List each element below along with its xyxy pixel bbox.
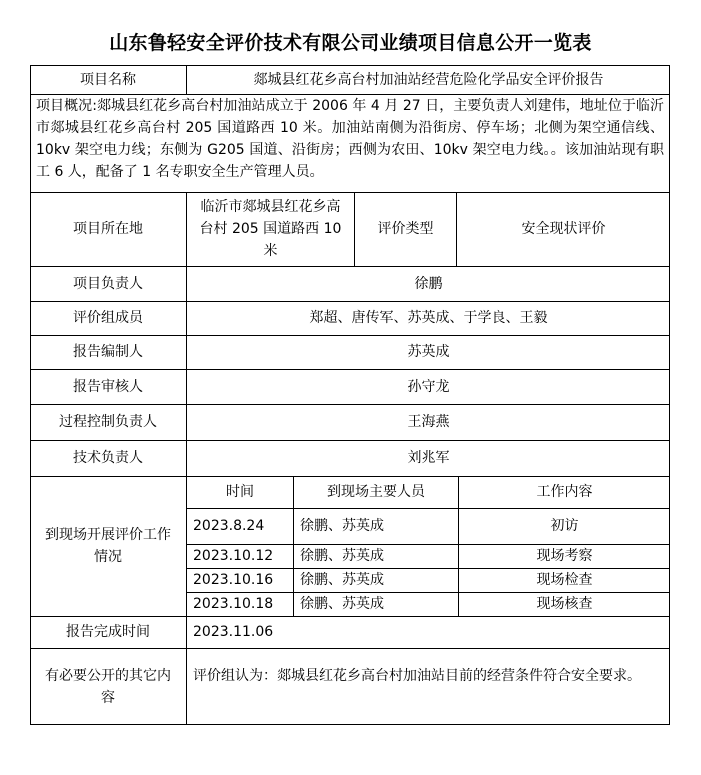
site-work-content: 现场核查	[536, 596, 593, 612]
reviewer-value: 孙守龙	[407, 378, 450, 395]
completion-label: 报告完成时间	[66, 624, 150, 640]
project-overview: 项目概况:郯城县红花乡高台村加油站成立于 2006 年 4 月 27 日，主要负责人刘建伟，地址位于临沂市郯城县红花乡高台村 205 国道路西 10 米。加油站南侧为沿街房、停车场；北侧为架空通信线、10kv 架空电力线；东侧为 G205 国道、沿街房；西侧为农田、10kv 架空电力线。。该加油站现有职工 6 人，配备了 1 名专职安全生产管理人员。	[36, 98, 664, 180]
reviewer-label: 报告审核人	[73, 378, 143, 395]
site-work-date: 2023.8.24	[193, 518, 265, 534]
completion-value: 2023.11.06	[193, 624, 274, 640]
process-control-value: 王海燕	[407, 414, 450, 430]
leader-label: 项目负责人	[73, 275, 143, 292]
site-work-date: 2023.10.12	[193, 548, 274, 564]
eval-type-label: 评价类型	[377, 221, 434, 237]
site-work-header-people: 到现场主要人员	[327, 484, 425, 500]
other-value: 评价组认为：郯城县红花乡高台村加油站目前的经营条件符合安全要求。	[193, 668, 641, 684]
site-work-people: 徐鹏、苏英成	[300, 518, 384, 534]
site-work-content: 现场考察	[536, 548, 593, 564]
site-work-date: 2023.10.18	[193, 596, 274, 612]
location-value: 临沂市郯城县红花乡高台村 205 国道路西 10 米	[199, 199, 342, 259]
project-name-value: 郯城县红花乡高台村加油站经营危险化学品安全评价报告	[253, 71, 604, 88]
site-work-people: 徐鹏、苏英成	[300, 548, 384, 564]
eval-type-value: 安全现状评价	[521, 221, 606, 237]
author-label: 报告编制人	[73, 344, 143, 360]
document-title: 山东鲁轻安全评价技术有限公司业绩项目信息公开一览表	[109, 32, 592, 54]
author-value: 苏英成	[407, 344, 450, 360]
other-label: 有必要公开的其它内容	[45, 667, 171, 706]
team-value: 郑超、唐传军、苏英成、于学良、王毅	[309, 310, 548, 326]
process-control-label: 过程控制负责人	[59, 414, 157, 430]
site-work-label: 到现场开展评价工作情况	[45, 527, 171, 565]
site-work-header-date: 时间	[226, 484, 254, 500]
site-work-people: 徐鹏、苏英成	[300, 596, 384, 612]
site-work-header-content: 工作内容	[536, 484, 593, 500]
tech-lead-label: 技术负责人	[73, 450, 143, 466]
tech-lead-value: 刘兆军	[407, 450, 450, 466]
site-work-content: 初访	[550, 518, 579, 534]
leader-value: 徐鹏	[414, 275, 443, 292]
location-label: 项目所在地	[73, 221, 143, 237]
site-work-people: 徐鹏、苏英成	[300, 572, 384, 588]
site-work-date: 2023.10.16	[193, 572, 274, 588]
site-work-content: 现场检查	[536, 572, 593, 588]
project-name-label: 项目名称	[80, 71, 136, 88]
team-label: 评价组成员	[73, 310, 143, 326]
